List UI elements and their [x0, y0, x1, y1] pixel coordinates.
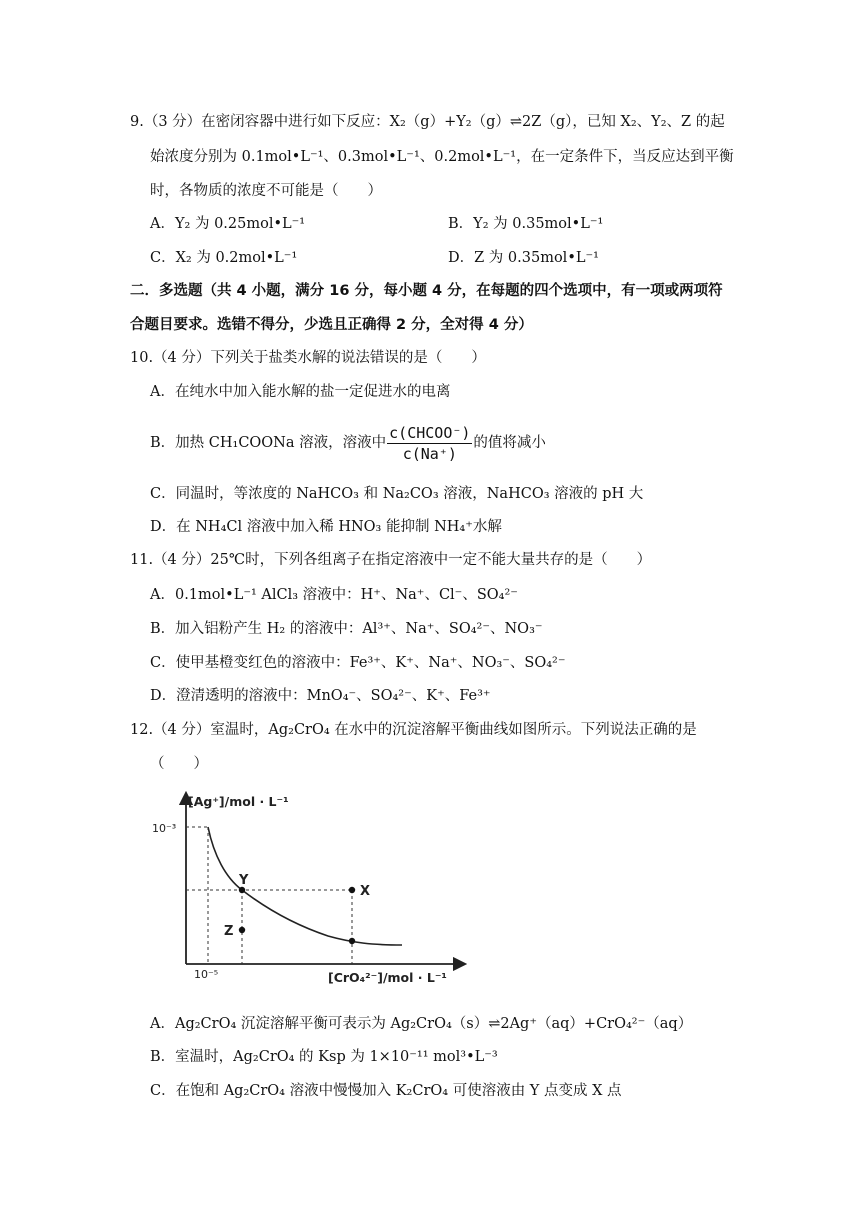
y-tick-label: 10⁻³	[152, 822, 177, 835]
q10-option-c: C．同温时，等浓度的 NaHCO₃ 和 Na₂CO₃ 溶液，NaHCO₃ 溶液的 pH 大	[150, 486, 644, 502]
q12-stem-line2: （ ）	[150, 756, 208, 772]
q12-stem-line1: 12.（4 分）室温时，Ag₂CrO₄ 在水中的沉淀溶解平衡曲线如图所示。下列说法正确的是	[130, 722, 697, 738]
point-x-label: X	[360, 884, 371, 899]
y-axis-label: [Ag⁺]/mol · L⁻¹	[188, 794, 289, 809]
q9-stem-line3: 时，各物质的浓度不可能是（ ）	[150, 183, 382, 199]
q12-option-c: C．在饱和 Ag₂CrO₄ 溶液中慢慢加入 K₂CrO₄ 可使溶液由 Y 点变成 X 点	[150, 1083, 622, 1099]
q9-option-c: C．X₂ 为 0.2mol•L⁻¹	[150, 250, 298, 266]
section-heading-line2: 合题目要求。选错不得分，少选且正确得 2 分，全对得 4 分）	[130, 317, 533, 333]
q9-option-d: D．Z 为 0.35mol•L⁻¹	[448, 250, 599, 266]
q10-option-b-suffix: 的值将减小	[473, 435, 546, 451]
q10-option-b-prefix: B．加热 CH₁COONa 溶液，溶液中	[150, 435, 387, 451]
point-y-label: Y	[239, 873, 249, 888]
x-tick-label: 10⁻⁵	[194, 968, 219, 981]
solubility-chart	[148, 786, 478, 986]
q10-fraction-numerator: c(CHCOO⁻)	[389, 423, 471, 442]
q11-option-b: B．加入铝粉产生 H₂ 的溶液中：Al³⁺、Na⁺、SO₄²⁻、NO₃⁻	[150, 621, 543, 637]
q9-option-b: B．Y₂ 为 0.35mol•L⁻¹	[448, 216, 604, 232]
point-x	[349, 887, 355, 893]
q10-fraction-denominator: c(Na⁺)	[402, 444, 457, 463]
q9-option-a: A．Y₂ 为 0.25mol•L⁻¹	[150, 216, 306, 232]
curve-point	[349, 938, 355, 944]
q10-fraction	[387, 423, 472, 464]
section-heading-line1: 二．多选题（共 4 小题，满分 16 分，每小题 4 分，在每题的四个选项中，有一项或两项符	[130, 283, 723, 299]
point-z-label: Z	[224, 924, 234, 939]
q12-option-b: B．室温时，Ag₂CrO₄ 的 Ksp 为 1×10⁻¹¹ mol³•L⁻³	[150, 1049, 498, 1065]
q10-option-d: D．在 NH₄Cl 溶液中加入稀 HNO₃ 能抑制 NH₄⁺水解	[150, 519, 502, 535]
q9-stem-line1: 9.（3 分）在密闭容器中进行如下反应：X₂（g）+Y₂（g）⇌2Z（g），已知 X₂、Y₂、Z 的起	[130, 114, 725, 130]
q12-option-a: A．Ag₂CrO₄ 沉淀溶解平衡可表示为 Ag₂CrO₄（s）⇌2Ag⁺（aq）+CrO₄²⁻（aq）	[150, 1016, 693, 1032]
guide-lines	[186, 827, 352, 964]
x-axis-label: [CrO₄²⁻]/mol · L⁻¹	[328, 970, 447, 985]
q9-stem-line2: 始浓度分别为 0.1mol•L⁻¹、0.3mol•L⁻¹、0.2mol•L⁻¹，在一定条件下，当反应达到平衡	[150, 149, 734, 165]
q11-option-d: D．澄清透明的溶液中：MnO₄⁻、SO₄²⁻、K⁺、Fe³⁺	[150, 688, 491, 704]
q10-stem: 10.（4 分）下列关于盐类水解的说法错误的是（ ）	[130, 350, 486, 366]
point-z	[239, 927, 245, 933]
q10-option-a: A．在纯水中加入能水解的盐一定促进水的电离	[150, 384, 451, 400]
q10-option-b	[150, 420, 546, 466]
q11-option-a: A．0.1mol•L⁻¹ AlCl₃ 溶液中：H⁺、Na⁺、Cl⁻、SO₄²⁻	[150, 587, 518, 603]
q11-stem: 11.（4 分）25℃时，下列各组离子在指定溶液中一定不能大量共存的是（ ）	[130, 552, 652, 568]
solubility-curve	[208, 827, 402, 945]
q11-option-c: C．使甲基橙变红色的溶液中：Fe³⁺、K⁺、Na⁺、NO₃⁻、SO₄²⁻	[150, 655, 566, 671]
